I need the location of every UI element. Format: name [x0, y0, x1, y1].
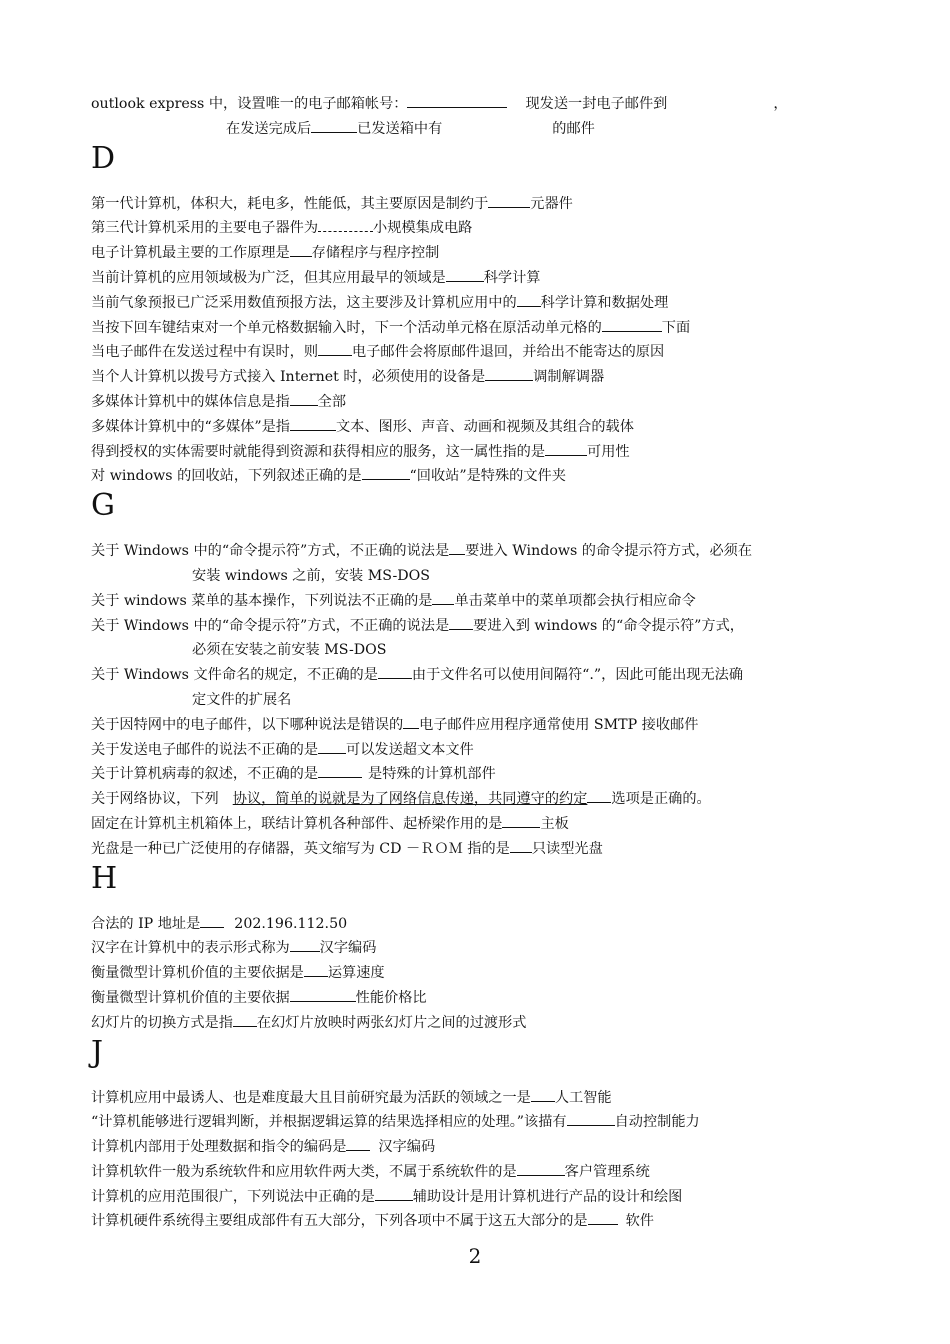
line-text: 计算机内部用于处理数据和指令的编码是 [91, 1139, 347, 1156]
question-line [91, 241, 871, 266]
line-text: “回收站”是特殊的文件夹 [409, 468, 566, 485]
line-text: 对 windows 的回收站，下列叙述正确的是 [91, 468, 362, 485]
question-line [91, 961, 871, 986]
question-line [91, 1110, 871, 1135]
text: outlook express 中，设置唯一的电子邮箱帐号： [91, 96, 408, 112]
line-text: 衡量微型计算机价值的主要依据 [91, 989, 290, 1006]
line-text: 计算机应用中最诱人、也是难度最大且目前研究最为活跃的领域之一是 [91, 1089, 531, 1106]
answer-blank [304, 962, 328, 977]
question-line [91, 1160, 871, 1185]
answer-blank [233, 1012, 257, 1027]
question-continuation [91, 638, 871, 663]
line-text: 电子邮件应用程序通常使用 SMTP 接收邮件 [419, 716, 699, 733]
line-text: 电子计算机最主要的工作原理是 [91, 245, 290, 262]
line-text: 衡量微型计算机价值的主要依据是 [91, 965, 304, 982]
answer-blank [531, 1087, 555, 1102]
question-line [91, 1209, 871, 1234]
question-line [91, 986, 871, 1011]
line-text: 202.196.112.50 [234, 915, 348, 932]
answer-blank [588, 1210, 618, 1225]
answer-blank [290, 987, 356, 1002]
question-line [91, 936, 871, 961]
text: 的邮件 [552, 120, 595, 137]
line-text: 合法的 IP 地址是 [91, 915, 201, 932]
answer-blank [446, 267, 484, 282]
answer-blank [403, 714, 419, 729]
section-letter-h: H [91, 860, 118, 896]
line-text: 光盘是一种已广泛使用的存储器，英文缩写为 CD －ＲＯＭ 指的是 [91, 840, 510, 857]
question-line [91, 787, 871, 812]
answer-blank [587, 788, 611, 803]
question-line [91, 415, 871, 440]
line-text: 关于 windows 菜单的基本操作，下列说法不正确的是 [91, 592, 433, 609]
question-line [91, 390, 871, 415]
line-text: 计算机软件一般为系统软件和应用软件两大类，不属于系统软件的是 [91, 1163, 517, 1180]
line-text: 汉字编码 [378, 1139, 436, 1156]
text: 现发送一封电子邮件到 [525, 96, 668, 112]
section-d [91, 192, 871, 490]
answer-blank [602, 317, 662, 332]
line-text: 关于发送电子邮件的说法不正确的是 [91, 741, 319, 758]
line-text: 性能价格比 [355, 989, 427, 1006]
line-text: 存储程序与程序控制 [311, 245, 440, 262]
text: ， [773, 96, 788, 112]
question-line [91, 464, 871, 489]
line-text: 当电子邮件在发送过程中有误时，则 [91, 344, 319, 361]
question-line [91, 837, 871, 862]
section-j [91, 1086, 871, 1235]
section-h [91, 912, 871, 1036]
question-line [91, 762, 871, 787]
answer-blank [375, 1186, 413, 1201]
line-text: 必须在安装之前安装 MS-DOS [192, 642, 387, 659]
line-text: 多媒体计算机中的媒体信息是指 [91, 393, 290, 410]
answer-blank [290, 416, 336, 431]
question-line [91, 812, 871, 837]
answer-blank [517, 1161, 565, 1176]
answer-blank [510, 838, 532, 853]
question-line [91, 1011, 871, 1036]
answer-blank [318, 217, 373, 232]
line-text: 运算速度 [327, 965, 385, 982]
text: 在发送完成后 [226, 120, 312, 137]
question-continuation [91, 688, 871, 713]
question-line [91, 663, 871, 688]
answer-blank [432, 590, 454, 605]
line-text: 定文件的扩展名 [192, 691, 292, 708]
line-text: 要进入 Windows 的命令提示符方式，必须在 [465, 543, 753, 560]
line-text: 选项是正确的。 [611, 791, 711, 808]
line-text: 辅助设计是用计算机进行产品的设计和绘图 [412, 1188, 683, 1205]
line-text: 幻灯片的切换方式是指 [91, 1014, 233, 1031]
answer-blank [545, 441, 587, 456]
line-text: 是特殊的计算机部件 [368, 766, 496, 783]
answer-blank [378, 664, 412, 679]
line-text: 要进入到 windows 的“命令提示符”方式， [473, 617, 744, 634]
line-text: 软件 [625, 1213, 654, 1230]
question-line [91, 192, 871, 217]
answer-blank [290, 242, 312, 257]
text: 已发送箱中有 [357, 120, 443, 137]
question-line [91, 1135, 871, 1160]
answer-blank [290, 391, 318, 406]
document-body [91, 92, 871, 1234]
question-continuation [91, 564, 871, 589]
question-line [91, 1185, 871, 1210]
line-text: “计算机能够进行逻辑判断，并根据逻辑运算的结果选择相应的处理。”该描有 [91, 1114, 567, 1131]
line-text: 文本、图形、声音、动画和视频及其组合的载体 [335, 418, 634, 435]
line-text: 汉字在计算机中的表示形式称为 [91, 940, 290, 957]
answer-blank [407, 93, 507, 108]
line-text: 下面 [661, 319, 691, 336]
line-text: 小规模集成电路 [373, 220, 473, 237]
line-text: 多媒体计算机中的“多媒体”是指 [91, 418, 290, 435]
line-text: 关于 Windows 文件命名的规定，不正确的是 [91, 667, 378, 684]
line-text: 协议，简单的说就是为了网络信息传递，共同遵守的约定 [232, 791, 588, 808]
line-text: 元器件 [530, 195, 573, 212]
question-line [91, 440, 871, 465]
line-text: 关于计算机病毒的叙述，不正确的是 [91, 766, 319, 783]
line-text: 当按下回车键结束对一个单元格数据输入时，下一个活动单元格在原活动单元格的 [91, 319, 602, 336]
line-text: 自动控制能力 [614, 1114, 700, 1131]
header-line-1 [91, 92, 871, 117]
line-text: 人工智能 [554, 1089, 612, 1106]
line-text: 关于 Windows 中的“命令提示符”方式，不正确的说法是 [91, 543, 450, 560]
section-g [91, 539, 871, 861]
answer-blank [502, 813, 540, 828]
answer-blank [567, 1111, 615, 1126]
line-text: 主板 [540, 815, 569, 832]
line-text: 计算机硬件系统得主要组成部件有五大部分，下列各项中不属于这五大部分的是 [91, 1213, 588, 1230]
question-line [91, 340, 871, 365]
answer-blank [311, 118, 357, 133]
line-text: 只读型光盘 [531, 840, 603, 857]
answer-blank [488, 193, 530, 208]
section-letter-j: J [91, 1034, 104, 1070]
line-text: 单击菜单中的菜单项都会执行相应命令 [454, 592, 696, 609]
question-line [91, 216, 871, 241]
question-line [91, 365, 871, 390]
line-text: 安装 windows 之前，安装 MS-DOS [192, 567, 430, 584]
line-text: 客户管理系统 [564, 1163, 650, 1180]
line-text: 由于文件名可以使用间隔符“.”，因此可能出现无法确 [411, 667, 744, 684]
answer-blank [362, 465, 410, 480]
answer-blank [346, 1136, 370, 1151]
question-line [91, 291, 871, 316]
question-line [91, 713, 871, 738]
answer-blank [318, 763, 362, 778]
line-text: 在幻灯片放映时两张幻灯片之间的过渡形式 [256, 1014, 527, 1031]
line-text: 电子邮件会将原邮件退回，并给出不能寄达的原因 [352, 344, 665, 361]
line-text: 当个人计算机以拨号方式接入 Internet 时，必须使用的设备是 [91, 369, 486, 386]
question-line [91, 614, 871, 639]
answer-blank [449, 540, 465, 555]
question-line [91, 912, 871, 937]
section-letter-g: G [91, 488, 115, 524]
line-text: 关于 Windows 中的“命令提示符”方式，不正确的说法是 [91, 617, 450, 634]
question-line [91, 1086, 871, 1111]
question-line [91, 316, 871, 341]
answer-blank [318, 341, 352, 356]
line-text: 得到授权的实体需要时就能得到资源和获得相应的服务，这一属性指的是 [91, 443, 546, 460]
line-text: 可用性 [587, 443, 630, 460]
line-text: 当前气象预报已广泛采用数值预报方法，这主要涉及计算机应用中的 [91, 294, 517, 311]
question-line [91, 738, 871, 763]
line-text: 关于因特网中的电子邮件，以下哪种说法是错误的 [91, 716, 404, 733]
answer-blank [485, 366, 533, 381]
answer-blank [517, 292, 541, 307]
question-line [91, 539, 871, 564]
question-line [91, 589, 871, 614]
line-text: 第一代计算机，体积大，耗电多，性能低，其主要原因是制约于 [91, 195, 489, 212]
section-letter-d: D [91, 140, 116, 176]
answer-blank [200, 913, 224, 928]
line-text: 科学计算 [483, 269, 541, 286]
answer-blank [290, 937, 320, 952]
line-text: 第三代计算机采用的主要电子器件为 [91, 220, 319, 237]
line-text: 全部 [317, 393, 347, 410]
header-line-2 [91, 117, 871, 142]
line-text: 固定在计算机主机箱体上，联结计算机各种部件、起桥梁作用的是 [91, 815, 503, 832]
line-text: 汉字编码 [319, 940, 377, 957]
line-text: 科学计算和数据处理 [540, 294, 669, 311]
line-text: 计算机的应用范围很广，下列说法中正确的是 [91, 1188, 375, 1205]
answer-blank [449, 615, 473, 630]
line-text: 可以发送超文本文件 [346, 741, 474, 758]
question-line [91, 266, 871, 291]
line-text: 关于网络协议，下列 [91, 791, 219, 808]
page-number: 2 [468, 1244, 482, 1268]
answer-blank [318, 739, 346, 754]
line-text: 调制解调器 [533, 369, 605, 386]
line-text: 当前计算机的应用领域极为广泛，但其应用最早的领域是 [91, 269, 446, 286]
